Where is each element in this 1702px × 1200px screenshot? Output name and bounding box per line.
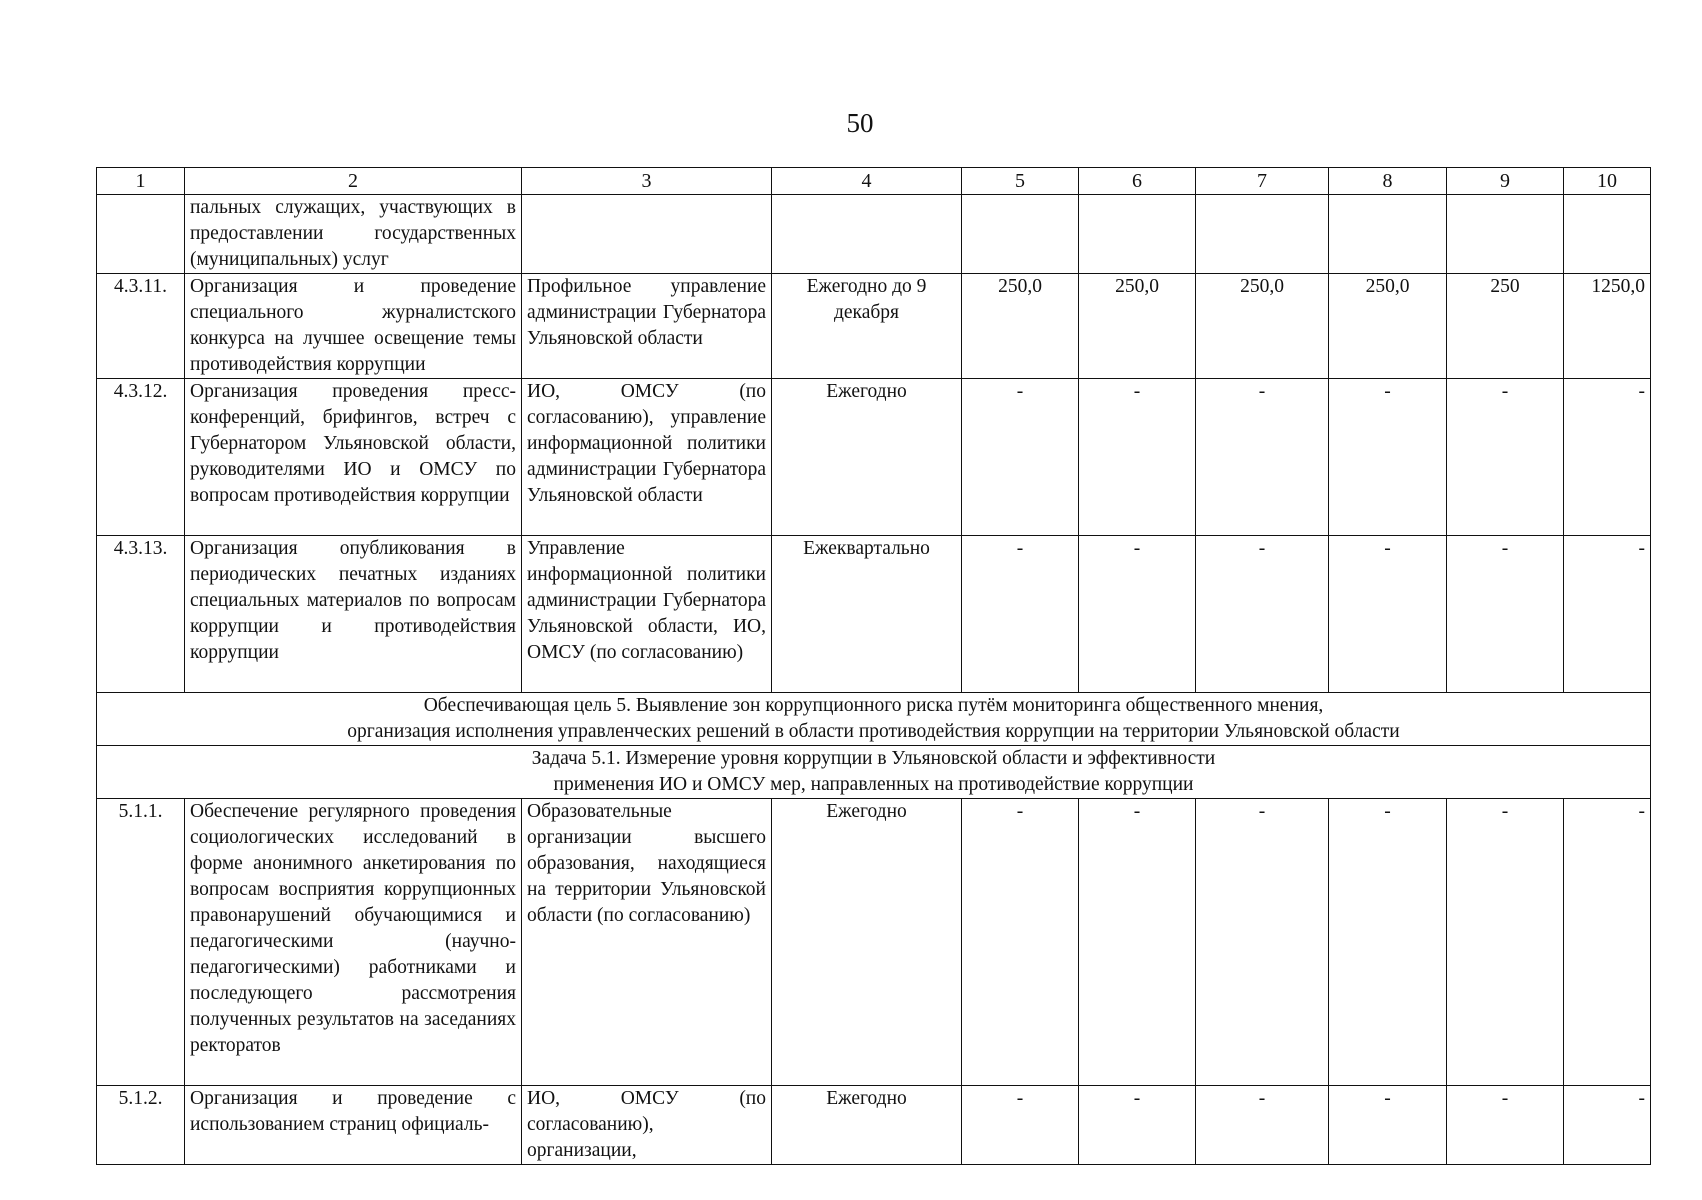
deadline-cell: Ежегодно <box>772 799 962 1086</box>
executor-cell: ИО, ОМСУ (по согласованию), управление информационной политики администрации Губернатора Ульяновской области <box>522 379 772 536</box>
column-header: 6 <box>1079 168 1196 195</box>
column-header: 5 <box>962 168 1079 195</box>
value-cell: - <box>1079 799 1196 1086</box>
table-row <box>97 1086 1651 1165</box>
executor-cell: Профильное управление администрации Губернатора Ульяновской области <box>522 274 772 379</box>
row-number: 4.3.11. <box>97 274 185 379</box>
value-cell: - <box>1079 536 1196 693</box>
value-cell: - <box>962 536 1079 693</box>
value-cell: - <box>1329 1086 1447 1165</box>
value-cell: - <box>1447 536 1564 693</box>
row-number: 4.3.13. <box>97 536 185 693</box>
executor-cell: Управление информационной политики администрации Губернатора Ульяновской области, ИО, ОМСУ (по согласованию) <box>522 536 772 693</box>
value-cell: - <box>1196 536 1329 693</box>
measure-description: Организация и проведение с использованием страниц официаль- <box>185 1086 522 1165</box>
measure-description: Организация проведения пресс-конференций, брифингов, встреч с Губернатором Ульяновской области, руководителями ИО и ОМСУ по вопросам противодействия коррупции <box>185 379 522 536</box>
value-cell: - <box>1079 1086 1196 1165</box>
task-heading-line: применения ИО и ОМСУ мер, направленных на противодействие коррупции <box>553 774 1194 795</box>
row-number: 5.1.2. <box>97 1086 185 1165</box>
table-row <box>97 799 1651 1086</box>
value-cell: 250,0 <box>1079 274 1196 379</box>
value-cell: - <box>962 1086 1079 1165</box>
value-cell: - <box>1196 799 1329 1086</box>
value-cell <box>1564 195 1651 274</box>
value-cell: - <box>1329 536 1447 693</box>
column-header: 7 <box>1196 168 1329 195</box>
total-cell: 1250,0 <box>1564 274 1651 379</box>
column-header: 2 <box>185 168 522 195</box>
total-cell: - <box>1564 1086 1651 1165</box>
total-cell: - <box>1564 799 1651 1086</box>
value-cell: 250,0 <box>1196 274 1329 379</box>
table-row <box>97 536 1651 693</box>
executor-cell: Образовательные организации высшего образования, находящиеся на территории Ульяновской области (по согласованию) <box>522 799 772 1086</box>
total-cell: - <box>1564 379 1651 536</box>
task-heading <box>97 746 1651 799</box>
value-cell: - <box>1329 799 1447 1086</box>
deadline-cell: Ежегодно <box>772 1086 962 1165</box>
table-row <box>97 274 1651 379</box>
value-cell <box>1447 195 1564 274</box>
row-number <box>97 195 185 274</box>
value-cell <box>962 195 1079 274</box>
measure-description: Организация опубликования в периодических печатных изданиях специальных материалов по вопросам коррупции и противодействия коррупции <box>185 536 522 693</box>
value-cell: 250,0 <box>962 274 1079 379</box>
goal-heading-line: организация исполнения управленческих решений в области противодействия коррупции на территории Ульяновской области <box>347 721 1400 742</box>
page-number: 50 <box>846 108 874 138</box>
measure-description: Обеспечение регулярного проведения социологических исследований в форме анонимного анкетирования по вопросам восприятия коррупционных правонарушений обучающимися и педагогическими (научно-педагогическими) работниками и последующего рассмотрения полученных результатов на заседаниях ректоратов <box>185 799 522 1086</box>
value-cell: - <box>962 799 1079 1086</box>
value-cell: - <box>1329 379 1447 536</box>
task-heading-line: Задача 5.1. Измерение уровня коррупции в Ульяновской области и эффективности <box>531 748 1216 769</box>
deadline-cell: Ежегодно до 9 декабря <box>772 274 962 379</box>
value-cell: - <box>1447 1086 1564 1165</box>
value-cell: - <box>1079 379 1196 536</box>
deadline-cell: Ежегодно <box>772 379 962 536</box>
column-header: 9 <box>1447 168 1564 195</box>
value-cell: 250,0 <box>1329 274 1447 379</box>
executor-cell: ИО, ОМСУ (по согласованию), организации, <box>522 1086 772 1165</box>
value-cell: - <box>1447 379 1564 536</box>
value-cell <box>1079 195 1196 274</box>
row-number: 4.3.12. <box>97 379 185 536</box>
measure-description: Организация и проведение специального журналистского конкурса на лучшее освещение темы противодействия коррупции <box>185 274 522 379</box>
column-header: 10 <box>1564 168 1651 195</box>
table-row <box>97 379 1651 536</box>
value-cell <box>1196 195 1329 274</box>
goal-heading <box>97 693 1651 746</box>
goal-row <box>97 693 1651 746</box>
measures-table <box>96 167 1651 1165</box>
column-header: 1 <box>97 168 185 195</box>
column-header: 4 <box>772 168 962 195</box>
column-header: 8 <box>1329 168 1447 195</box>
executor-cell <box>522 195 772 274</box>
task-row <box>97 746 1651 799</box>
table-header-row <box>97 168 1651 195</box>
value-cell: - <box>1447 799 1564 1086</box>
deadline-cell: Ежеквартально <box>772 536 962 693</box>
measure-description: пальных служащих, участвующих в предоставлении государственных (муниципальных) услуг <box>185 195 522 274</box>
value-cell: - <box>962 379 1079 536</box>
value-cell: - <box>1196 379 1329 536</box>
value-cell: 250 <box>1447 274 1564 379</box>
total-cell: - <box>1564 536 1651 693</box>
value-cell: - <box>1196 1086 1329 1165</box>
deadline-cell <box>772 195 962 274</box>
value-cell <box>1329 195 1447 274</box>
table-row <box>97 195 1651 274</box>
column-header: 3 <box>522 168 772 195</box>
row-number: 5.1.1. <box>97 799 185 1086</box>
goal-heading-line: Обеспечивающая цель 5. Выявление зон коррупционного риска путём мониторинга общественного мнения, <box>423 695 1324 716</box>
